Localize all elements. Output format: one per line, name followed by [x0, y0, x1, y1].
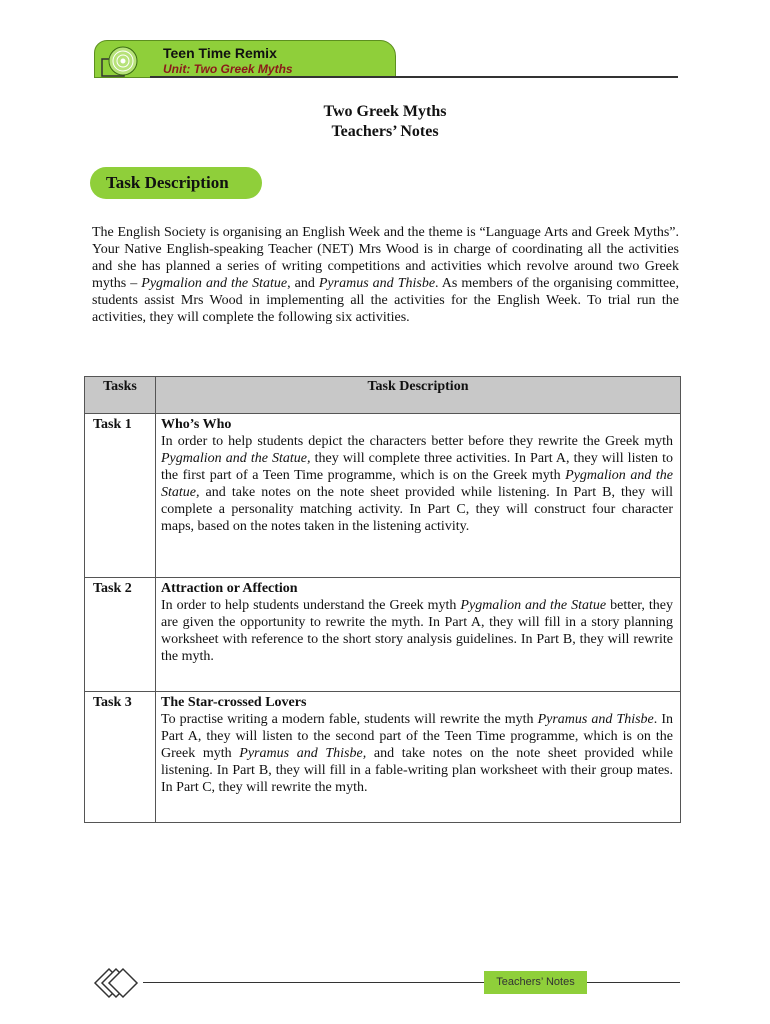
task-text: In order to help students understand the Greek myth: [161, 598, 461, 613]
document-subtitle: Teachers’ Notes: [331, 123, 439, 140]
unit-title: Unit: Two Greek Myths: [163, 62, 293, 76]
task-text: . In Part A, they will listen to the second part of the Teen Time programme, which is on the Greek myth: [161, 712, 673, 761]
task-myth-title: Pygmalion and the Statue: [460, 598, 607, 613]
intro-text: The English Society is organising an English Week and the theme is “Language Arts and Greek Myths”. Your Native English-speaking Teacher (NET) Mrs Wood is in charge of coordinating all the activities and she has planned a series of writing competitions and activities which revolve around two Greek myths –: [92, 225, 679, 291]
chevron-diamonds-icon: [92, 966, 140, 1000]
column-header-tasks: Tasks: [85, 377, 156, 414]
series-title: Teen Time Remix: [163, 45, 277, 61]
column-header-description: Task Description: [156, 377, 681, 414]
task-text: better, they are given the opportunity to rewrite the myth. In Part A, they will fill in a story planning worksheet with reference to the short story analysis guidelines. In Part B, they will rewrite the myth.: [161, 598, 673, 664]
task-myth-title: Pygmalion and the Statue,: [161, 468, 673, 500]
footer-label: Teachers’ Notes: [484, 971, 587, 994]
table-row: [85, 692, 681, 823]
task-text: they will complete three activities. In Part A, they will listen to the first part of a Teen Time programme, which is on the Greek myth: [161, 451, 673, 483]
task-text: and take notes on the note sheet provided while listening. In Part B, they will complete a personality matching activity. In Part C, they will construct four character maps, based on the notes taken in the listening activity.: [161, 485, 673, 534]
document-title: Two Greek Myths: [323, 103, 447, 120]
task-name: Attraction or Affection: [161, 581, 298, 596]
task-description: [156, 414, 681, 578]
intro-paragraph: [92, 224, 679, 326]
table-row: [85, 578, 681, 692]
task-description: [156, 692, 681, 823]
task-text: In order to help students depict the characters better before they rewrite the Greek myth: [161, 434, 673, 449]
task-myth-title: Pyramus and Thisbe: [537, 712, 654, 727]
intro-text: . As members of the organising committee, students assist Mrs Wood in implementing all the activities for the English Week. To trial run the activities, they will complete the following six activities.: [92, 276, 679, 325]
task-label: Task 3: [85, 692, 156, 823]
task-name: The Star-crossed Lovers: [161, 695, 307, 710]
footer-rule: [143, 982, 680, 983]
intro-myth-title: Pyramus and Thisbe: [318, 276, 436, 291]
cd-disc-logo-icon: [101, 45, 141, 77]
header-rule: [150, 76, 678, 78]
task-myth-title: Pygmalion and the Statue,: [161, 451, 311, 466]
task-label: Task 1: [85, 414, 156, 578]
task-description: [156, 578, 681, 692]
intro-text: , and: [287, 276, 319, 291]
task-name: Who’s Who: [161, 417, 232, 432]
table-row: [85, 414, 681, 578]
table-header-row: [85, 377, 681, 414]
tasks-table: [84, 376, 681, 823]
intro-myth-title: Pygmalion and the Statue: [141, 276, 288, 291]
section-heading: Task Description: [90, 167, 262, 199]
task-myth-title: Pyramus and Thisbe,: [239, 746, 367, 761]
task-text: and take notes on the note sheet provided while listening. In Part B, they will fill in a fable-writing plan worksheet with their group mates. In Part C, they will rewrite the myth.: [161, 746, 673, 795]
task-text: To practise writing a modern fable, students will rewrite the myth: [161, 712, 538, 727]
task-label: Task 2: [85, 578, 156, 692]
